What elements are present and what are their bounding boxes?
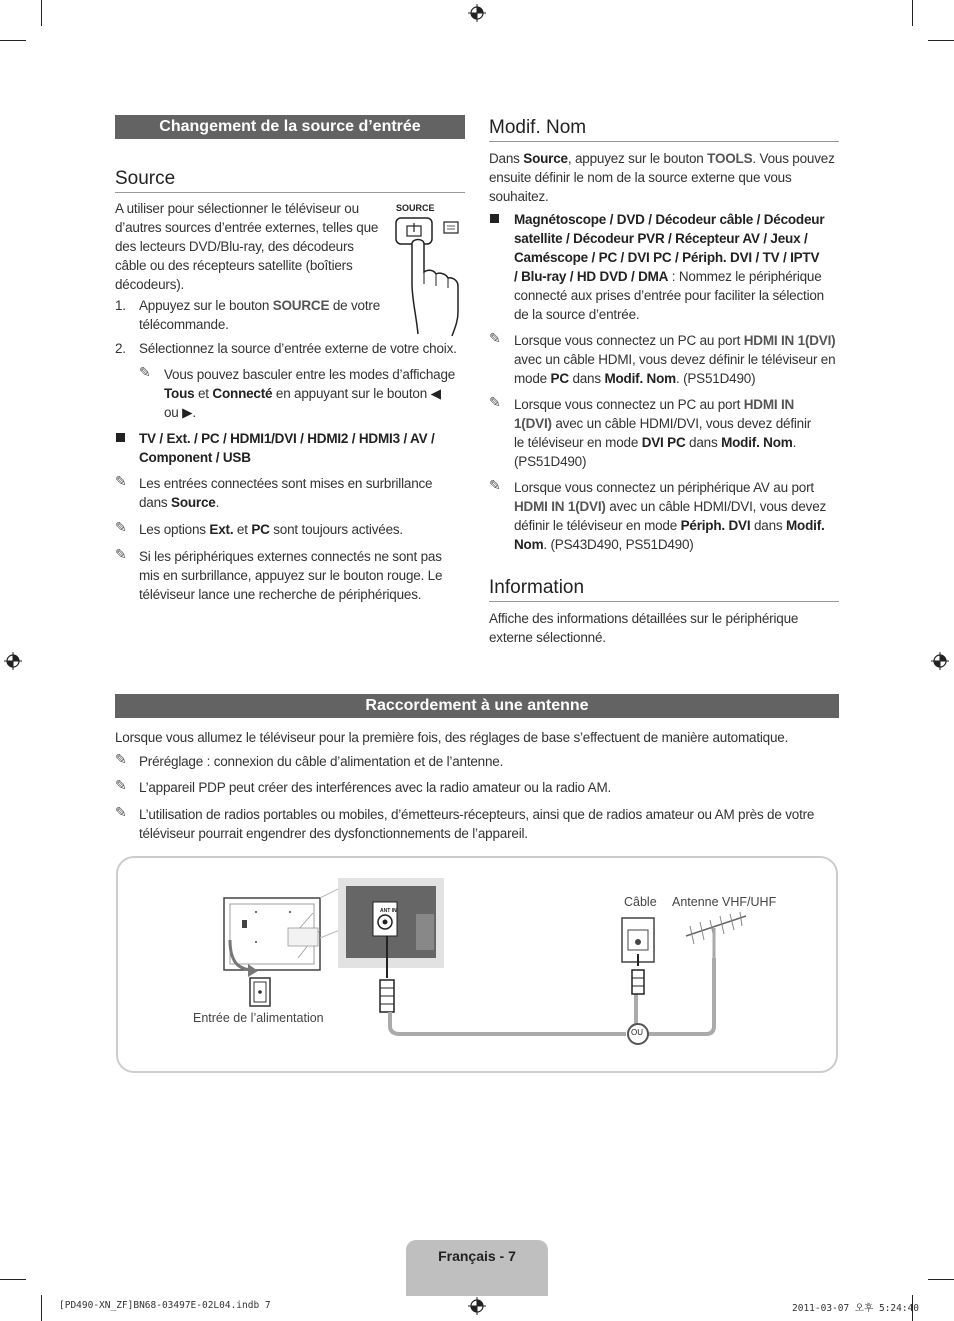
information-text: Affiche des informations détaillées sur le périphérique externe sélectionné.: [489, 611, 799, 645]
rename-intro: Dans Source, appuyez sur le bouton TOOLS. Vous pouvez ensuite définir le nom de la source externe que vous souhaitez.: [489, 151, 835, 204]
antenna-label: Antenne VHF/UHF: [672, 895, 777, 909]
note-pencil-icon: ✎: [139, 364, 151, 380]
power-input-label: Entrée de l’alimentation: [193, 1011, 324, 1025]
ant-in-label: ANT IN: [380, 908, 397, 914]
crop-mark: [0, 1279, 26, 1280]
note-pencil-icon: ✎: [115, 804, 127, 820]
remote-hand-icon: [388, 214, 466, 338]
rename-device-list: Magnétoscope / DVD / Décodeur câble / Décodeur satellite / Décodeur PVR / Récepteur AV / Jeux / Caméscope / PC / DVI PC / Périph. DVI / TV / IPTV / Blu-ray / HD DVD / DMA : Nommez le périphérique connecté aux prises d’entrée pour faciliter la sélection de la source d’entrée.: [514, 212, 825, 322]
note-display-mode: Vous pouvez basculer entre les modes d’affichage Tous et Connecté en appuyant sur le bouton ◀ ou ▶.: [164, 367, 456, 420]
registration-mark-icon: [931, 652, 949, 670]
note-pencil-icon: ✎: [489, 477, 501, 493]
antenna-diagram-illustration: [118, 858, 832, 1067]
crop-mark: [928, 1279, 954, 1280]
registration-mark-icon: [468, 4, 486, 22]
crop-mark: [912, 0, 913, 26]
note-pencil-icon: ✎: [489, 394, 501, 410]
note-options: Les options Ext. et PC sont toujours activées.: [139, 522, 403, 537]
cable-label: Câble: [624, 895, 657, 909]
note-pencil-icon: ✎: [489, 330, 501, 346]
note-pencil-icon: ✎: [115, 777, 127, 793]
step-1: Appuyez sur le bouton SOURCE de votre télécommande.: [139, 298, 380, 332]
step-2-number: 2.: [115, 341, 126, 356]
crop-mark: [928, 40, 954, 41]
antenna-note-1: Préréglage : connexion du câble d’alimentation et de l’antenne.: [139, 754, 504, 769]
information-heading: Information: [489, 577, 839, 602]
square-bullet-icon: [490, 214, 499, 223]
rename-note-1: Lorsque vous connectez un PC au port HDMI IN 1(DVI) avec un câble HDMI, vous devez définir le téléviseur en mode PC dans Modif. Nom. (PS51D490): [514, 333, 836, 386]
crop-mark: [0, 40, 26, 41]
note-pencil-icon: ✎: [115, 751, 127, 767]
step-1-number: 1.: [115, 298, 126, 313]
source-intro: A utiliser pour sélectionner le téléviseur ou d’autres sources d’entrée externes, telles que des lecteurs DVD/Blu-ray, des décodeurs câble ou des récepteurs satellite (boîtiers décodeurs).: [115, 201, 379, 292]
rename-note-3: Lorsque vous connectez un périphérique AV au port HDMI IN 1(DVI) avec un câble HDMI/DVI, vous devez définir le téléviseur en mode Périph. DVI dans Modif. Nom. (PS43D490, PS51D490): [514, 480, 827, 552]
arrow-right-icon: ▶: [182, 405, 193, 420]
square-bullet-icon: [116, 433, 125, 442]
footer-timestamp: 2011-03-07 오후 5:24:40: [792, 1303, 920, 1314]
remote-source-label: SOURCE: [396, 203, 435, 213]
note-pencil-icon: ✎: [115, 473, 127, 489]
ou-label: OU: [631, 1028, 643, 1037]
rename-note-2: Lorsque vous connectez un PC au port HDMI IN 1(DVI) avec un câble HDMI/DVI, vous devez définir le téléviseur en mode DVI PC dans Modif. Nom. (PS51D490): [514, 397, 812, 469]
section-banner-source-change: Changement de la source d’entrée: [115, 115, 465, 139]
registration-mark-icon: [468, 1297, 486, 1315]
antenna-note-3: L’utilisation de radios portables ou mobiles, d’émetteurs-récepteurs, ainsi que de radios amateur ou AM près de votre téléviseur pourrait engendrer des dysfonctionnements de l’appareil.: [139, 807, 815, 841]
input-source-list: TV / Ext. / PC / HDMI1/DVI / HDMI2 / HDMI3 / AV / Component / USB: [139, 431, 435, 465]
note-pencil-icon: ✎: [115, 546, 127, 562]
rename-heading: Modif. Nom: [489, 117, 839, 142]
note-connected: Les entrées connectées sont mises en surbrillance dans Source.: [139, 476, 433, 510]
section-banner-antenna: Raccordement à une antenne: [115, 694, 839, 718]
source-heading: Source: [115, 168, 465, 193]
antenna-intro: Lorsque vous allumez le téléviseur pour la première fois, des réglages de base s’effectuent de manière automatique.: [115, 730, 789, 745]
crop-mark: [41, 1295, 42, 1321]
registration-mark-icon: [4, 652, 22, 670]
footer-file-info: [PD490-XN_ZF]BN68-03497E-02L04.indb 7: [59, 1300, 271, 1311]
note-red-button: Si les périphériques externes connectés ne sont pas mis en surbrillance, appuyez sur le bouton rouge. Le téléviseur lance une recherche de périphériques.: [139, 549, 443, 602]
note-pencil-icon: ✎: [115, 519, 127, 535]
page-number: Français - 7: [406, 1240, 548, 1296]
step-2: Sélectionnez la source d’entrée externe de votre choix.: [139, 341, 457, 356]
crop-mark: [41, 0, 42, 26]
antenna-note-2: L’appareil PDP peut créer des interférences avec la radio amateur ou la radio AM.: [139, 780, 612, 795]
arrow-left-icon: ◀: [430, 386, 441, 401]
